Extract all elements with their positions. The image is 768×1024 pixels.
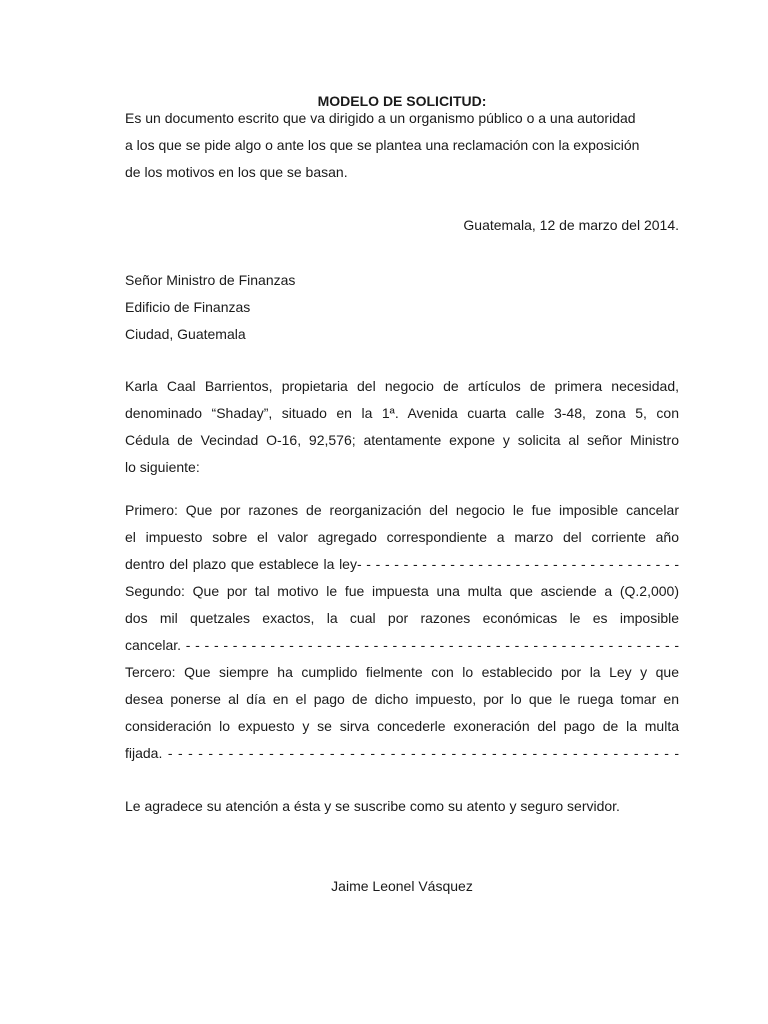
point-line: Segundo: Que por tal motivo le fue impuesta una multa que asciende a (Q.2,000) (125, 583, 679, 599)
point-line: desea ponerse al día en el pago de dicho impuesto, por lo que le ruega tomar en (125, 691, 679, 707)
document-title: MODELO DE SOLICITUD: (317, 93, 487, 109)
closing-line: Le agradece su atención a ésta y se suscribe como su atento y seguro servidor. (125, 798, 620, 814)
recipient-address (125, 267, 679, 348)
address-line: Ciudad, Guatemala (125, 326, 246, 342)
address-line: Edificio de Finanzas (125, 299, 251, 315)
point-line: el impuesto sobre el valor agregado correspondiente a marzo del corriente año (125, 529, 679, 545)
point-line: Primero: Que por razones de reorganización del negocio le fue imposible cancelar (125, 502, 679, 518)
body-line: denominado “Shaday”, situado en la 1ª. Avenida cuarta calle 3-48, zona 5, con (125, 405, 679, 421)
intro-line: a los que se pide algo o ante los que se plantea una reclamación con la exposición (125, 137, 640, 153)
point-line: consideración lo expuesto y se sirva concederle exoneración del pago de la multa (125, 718, 679, 734)
point-line: fijada. - - - - - - - - - - - - - - - - - - - - - - - - - - - - - - - - - - - - - - - - - - - - - - - - - - - (125, 745, 679, 761)
body-line: Karla Caal Barrientos, propietaria del negocio de artículos de primera necesidad, (125, 378, 679, 394)
intro-line: Es un documento escrito que va dirigido a un organismo público o a una autoridad (125, 110, 636, 126)
letter-date: Guatemala, 12 de marzo del 2014. (463, 217, 679, 233)
point-line: dos mil quetzales exactos, la cual por razones económicas le es imposible (125, 610, 679, 626)
point-line: Tercero: Que siempre ha cumplido fielmente con lo establecido por la Ley y que (125, 664, 679, 680)
points-section (125, 497, 679, 767)
signature: Jaime Leonel Vásquez (331, 878, 473, 894)
sender-paragraph (125, 373, 679, 481)
intro-paragraph (125, 105, 679, 186)
point-line: cancelar. - - - - - - - - - - - - - - - - - - - - - - - - - - - - - - - - - - - - - - - - - - - - - - - - - - - - - (125, 637, 679, 653)
body-line: Cédula de Vecindad O-16, 92,576; atentamente expone y solicita al señor Ministro (125, 432, 679, 448)
address-line: Señor Ministro de Finanzas (125, 272, 296, 288)
intro-line: de los motivos en los que se basan. (125, 164, 348, 180)
point-line: dentro del plazo que establece la ley- - - - - - - - - - - - - - - - - - - - - - - - - - - - - - - - - - - (125, 556, 679, 572)
body-line: lo siguiente: (125, 459, 200, 475)
